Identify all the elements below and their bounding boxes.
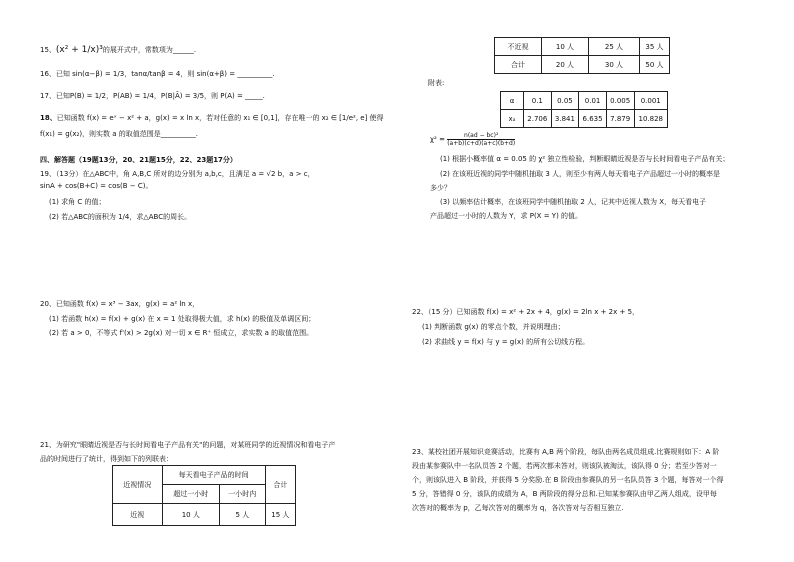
q20-part2: (2) 若 a > 0，不等式 f'(x) > 2g(x) 对一切 x ∈ R⁺ 恒成立，求实数 a 的取值范围。: [49, 329, 314, 337]
q21-part2: (2) 在该班近视的同学中随机抽取 3 人，则至少有两人每天看电子产品超过一小时的概率是: [440, 170, 721, 178]
chi-formula-fraction: [447, 132, 515, 147]
q22-line1: 22、（15 分）已知函数 f(x) = x² + 2x + 4，g(x) = 2ln x + 2x + 5，: [412, 308, 640, 316]
table-row: [501, 92, 668, 110]
q23-line3: 个，则该队进入 B 阶段，并获得 5 分奖励.在 B 阶段由参赛队的另一名队员答 3 个题，每答对一个得: [412, 476, 724, 484]
q21-part3-cont: 产品超过一小时的人数为 Y，求 P(X = Y) 的值。: [430, 212, 583, 220]
table-cell: 6.635: [579, 110, 607, 128]
q16-number: 16、: [40, 70, 56, 78]
table-cell: 10 人: [162, 504, 219, 526]
q23-line5: 次答对的概率为 p，乙每次答对的概率为 q，各次答对与否相互独立.: [412, 504, 624, 512]
q16-cond-b: tanα/tanβ = 4: [131, 70, 181, 78]
q15-expr: (x² + 1/x)³: [55, 45, 103, 55]
q18-line1: [40, 114, 384, 123]
chi-square-table: [500, 91, 668, 128]
chi-formula-lhs: χ² =: [430, 135, 445, 144]
q21-line1: 21、为研究"眼睛近视是否与长时间看电子产品有关"的问题，对某班同学的近视情况和看电子产: [40, 441, 336, 449]
table-cell: 20 人: [542, 56, 589, 74]
table-cell: 7.879: [606, 110, 634, 128]
q21-line2: 品的时间进行了统计，得到如下的列联表：: [40, 455, 173, 463]
chi-formula-numerator: n(ad − bc)²: [447, 132, 515, 140]
q17-text: 已知P(B) = 1/2，P(AB) = 1/4，P(B|Ā) = 3/5，则 P(A) = _____.: [55, 92, 265, 100]
table-cell: 合计: [495, 56, 542, 74]
q18-line2: f(x₁) = g(x₂)，则实数 a 的取值范围是__________.: [40, 130, 199, 138]
table-cell: 2.706: [524, 110, 552, 128]
q15-number: 15、: [40, 46, 56, 54]
q22-part1: (1) 判断函数 g(x) 的零点个数，并说明理由；: [422, 323, 565, 331]
table-header-under: 一小时内: [219, 485, 265, 504]
appendix-label: 附表:: [428, 79, 445, 87]
q19-line1: 19、（13分）在△ABC中，角 A,B,C 所对的边分别为 a,b,c，且满足 a = √2 b，a > c，: [40, 170, 315, 178]
table-header-total: 合计: [265, 466, 295, 504]
table-cell: 0.001: [634, 92, 668, 110]
table-cell: 10 人: [542, 38, 589, 56]
table-cell: 50 人: [640, 56, 670, 74]
q20-part1: (1) 若函数 h(x) = f(x) + g(x) 在 x = 1 处取得极大值，求 h(x) 的极值及单调区间；: [49, 315, 316, 323]
q16-text: ，则 sin(α+β) = __________.: [180, 70, 275, 78]
section-heading: 四、解答题（19题13分，20、21题15分，22、23题17分）: [40, 156, 237, 164]
table-row: [501, 110, 668, 128]
table-cell: 10.828: [634, 110, 668, 128]
table-cell: xₐ: [501, 110, 524, 128]
q18-number: 18、: [40, 114, 57, 122]
q23-line2: 段由某参赛队中一名队员答 2 个题，若两次都未答对，则该队被淘汰，该队得 0 分；若至少答对一: [412, 462, 717, 470]
table-cell: 0.005: [606, 92, 634, 110]
chi-formula: [430, 132, 515, 147]
q16-cond-a: sin(α−β) = 1/3: [72, 70, 125, 78]
q17-number: 17、: [40, 92, 56, 100]
q19-part1: (1) 求角 C 的值；: [49, 198, 106, 206]
table-cell: 0.01: [579, 92, 607, 110]
q16: 16、已知 sin(α−β) = 1/3，tanα/tanβ = 4，则 sin(α+β) = __________.: [40, 70, 275, 78]
table-cell: 0.05: [551, 92, 579, 110]
q16-pre: 已知: [55, 70, 70, 78]
table-header-group: 每天看电子产品的时间: [162, 466, 265, 485]
q21-part3: (3) 以频率估计概率，在该班同学中随机抽取 2 人，记其中近视人数为 X，每天看电子: [440, 198, 707, 206]
contingency-table-top: [112, 465, 296, 526]
chi-formula-denominator: (a+b)(c+d)(a+c)(b+d): [447, 140, 516, 147]
table-header-over: 超过一小时: [162, 485, 219, 504]
table-cell: 25 人: [589, 38, 640, 56]
q17: [40, 92, 265, 101]
table-cell: 5 人: [219, 504, 265, 526]
contingency-table-bottom: [494, 37, 670, 74]
q21-part1: (1) 根据小概率值 α = 0.05 的 χ² 独立性检验，判断眼睛近视是否与长时间看电子产品有关；: [440, 155, 730, 163]
q23-line4: 5 分，答错得 0 分，该队的成绩为 A，B 两阶段的得分总和.已知某参赛队由甲乙两人组成，设甲每: [412, 490, 717, 498]
table-cell: 15 人: [265, 504, 295, 526]
table-cell: 3.841: [551, 110, 579, 128]
table-row: [495, 56, 670, 74]
q22-part2: (2) 求曲线 y = f(x) 与 y = g(x) 的所有公切线方程。: [422, 338, 590, 346]
q20-line1: 20、已知函数 f(x) = x³ − 3ax，g(x) = a² ln x，: [40, 300, 200, 308]
table-row: [113, 504, 296, 526]
table-cell: α: [501, 92, 524, 110]
q19-line2: sinA + cos(B+C) = cos(B − C)。: [40, 182, 153, 190]
q15: [40, 46, 196, 55]
q21-part2-cont: 多少？: [430, 184, 451, 192]
table-cell: 35 人: [640, 38, 670, 56]
table-cell: 30 人: [589, 56, 640, 74]
table-cell: 0.1: [524, 92, 552, 110]
table-cell: 不近视: [495, 38, 542, 56]
table-row: [495, 38, 670, 56]
q23-line1: 23、某校社团开展知识竞赛活动，比赛有 A,B 两个阶段，每队由两名成员组成.比赛规则如下：A 阶: [412, 448, 720, 456]
q19-part2: (2) 若△ABC的面积为 1/4，求△ABC的周长。: [49, 213, 192, 221]
q15-text: 的展开式中，常数项为______.: [102, 46, 197, 54]
q18-text: 已知函数 f(x) = eˣ − x² + a，g(x) = x ln x，若对任意的 x₁ ∈ [0,1]，存在唯一的 x₂ ∈ [1/e², e] 使得: [56, 114, 384, 122]
table-cell: 近视: [113, 504, 163, 526]
table-header-row: 近视情况: [113, 466, 163, 504]
